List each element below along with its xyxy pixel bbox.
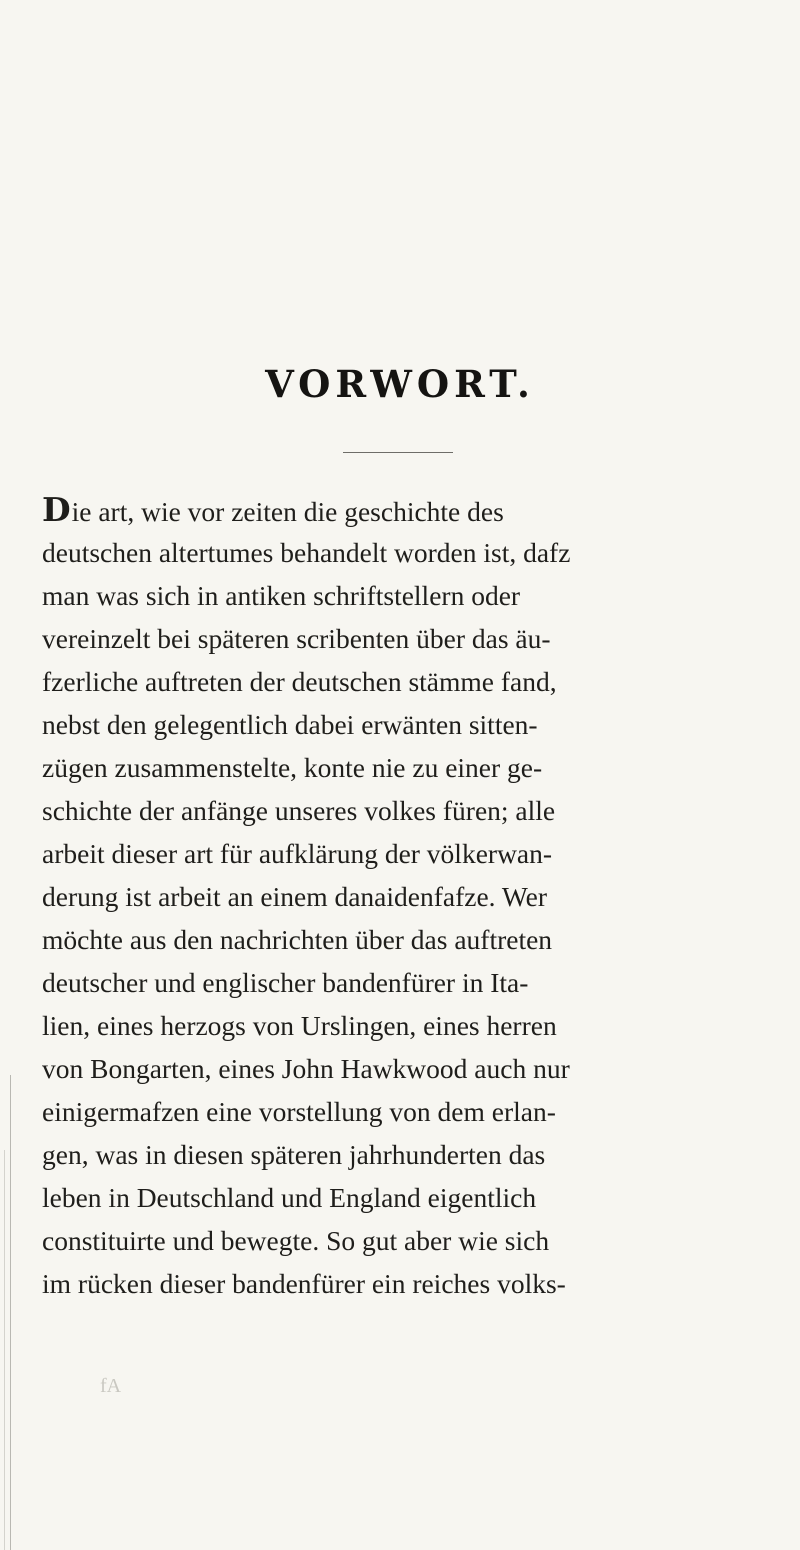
text-line-3: man was sich in antiken schriftstellern oder [42, 580, 521, 611]
drop-initial: D [42, 490, 71, 529]
text-line-9: arbeit dieser art für aufklärung der völkerwan- [42, 838, 553, 869]
faint-mark: fA [100, 1375, 122, 1397]
text-line-18: constituirte und bewegte. So gut aber wie sich [42, 1225, 550, 1256]
text-line-7: zügen zusammenstelte, konte nie zu einer ge- [42, 752, 543, 783]
title-divider [343, 452, 453, 453]
text-line-6: nebst den gelegentlich dabei erwänten sitten- [42, 709, 538, 740]
text-line-16: gen, was in diesen späteren jahrhunderten das [42, 1139, 546, 1170]
page-edge-shadow [10, 1075, 11, 1550]
text-line-5: fzerliche auftreten der deutschen stämme fand, [42, 666, 557, 697]
text-line-4: vereinzelt bei späteren scribenten über das äu- [42, 623, 551, 654]
text-line-15: einigermafzen eine vorstellung von dem erlan- [42, 1096, 556, 1127]
text-line-19: im rücken dieser bandenfürer ein reiches volks- [42, 1268, 566, 1299]
text-line-14: von Bongarten, eines John Hawkwood auch nur [42, 1053, 570, 1084]
text-line-2: deutschen altertumes behandelt worden ist, dafz [42, 537, 571, 568]
text-line-17: leben in Deutschland und England eigentlich [42, 1182, 537, 1213]
text-line-10: derung ist arbeit an einem danaidenfafze. Wer [42, 881, 548, 912]
text-line-8: schichte der anfänge unseres volkes füren; alle [42, 795, 556, 826]
text-line-13: lien, eines herzogs von Urslingen, eines herren [42, 1010, 557, 1041]
text-line-1: Die art, wie vor zeiten die geschichte des [42, 490, 504, 529]
text-line-12: deutscher und englischer bandenfürer in Ita- [42, 967, 529, 998]
text-line-11: möchte aus den nachrichten über das auftreten [42, 924, 553, 955]
page-edge-shadow-inner [4, 1150, 5, 1550]
page-title: VORWORT. [265, 362, 535, 406]
